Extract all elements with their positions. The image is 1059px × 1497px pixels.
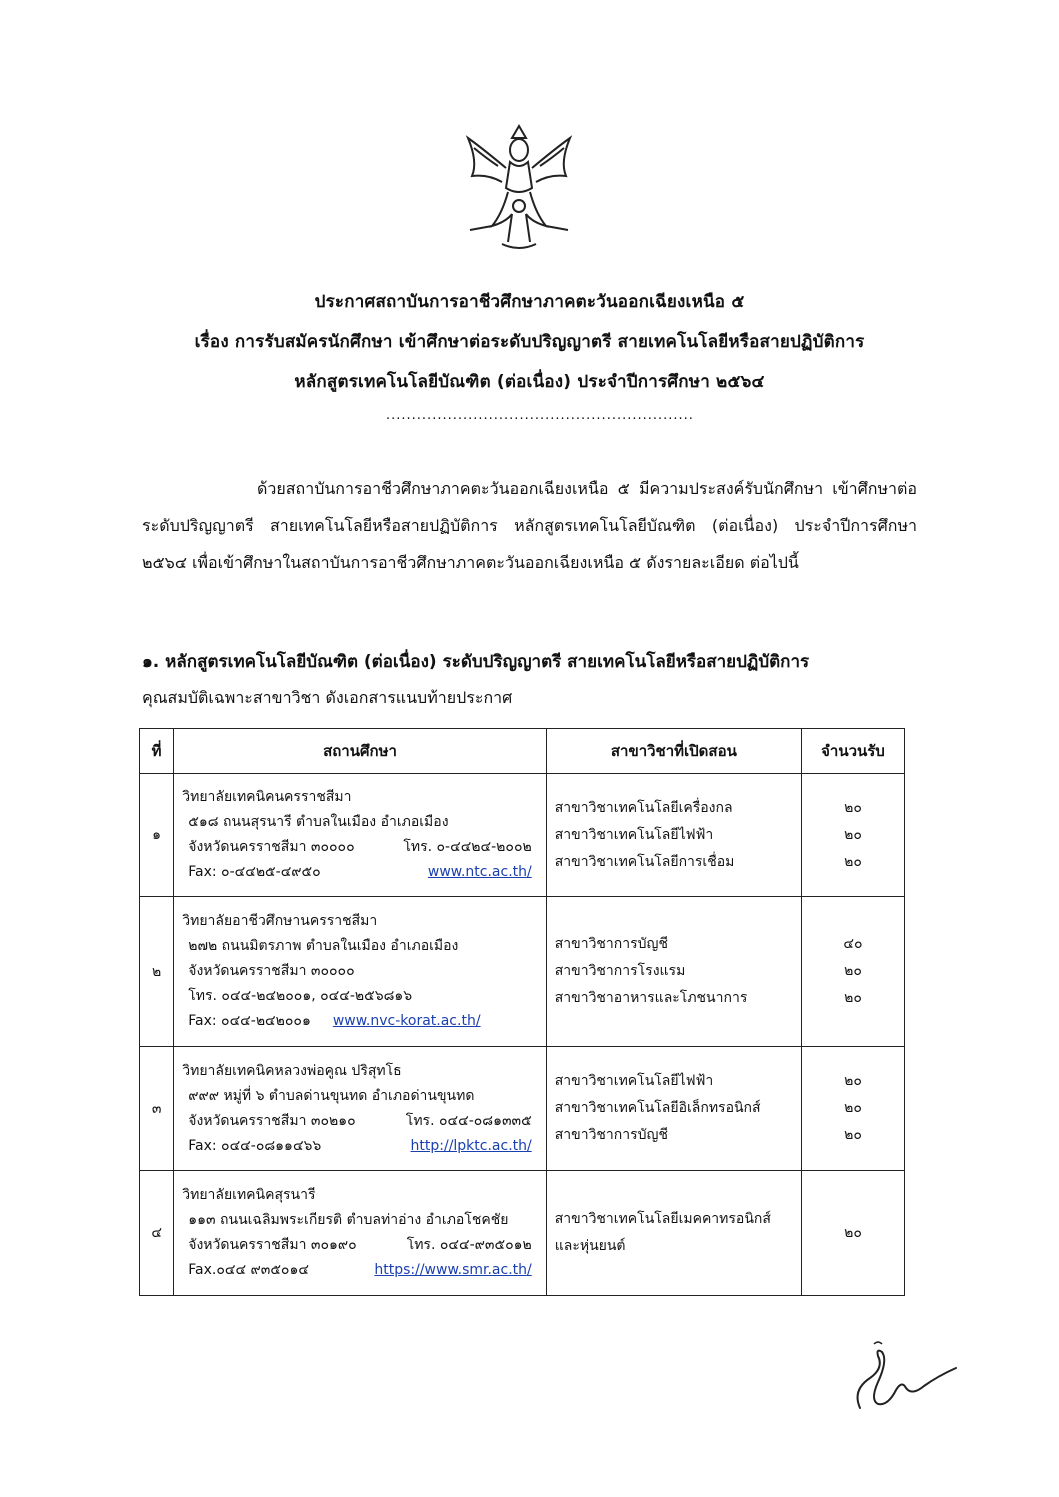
majors-cell: [546, 774, 801, 897]
garuda-emblem-icon: [462, 118, 576, 258]
school-province: จังหวัดนครราชสีมา ๓๐๐๐๐: [188, 963, 355, 979]
section-subtitle: คุณสมบัติเฉพาะสาขาวิชา ดังเอกสารแนบท้ายประกาศ: [142, 688, 513, 707]
header-qty: จำนวนรับ: [801, 729, 904, 774]
qty-item: ๔๐: [843, 936, 863, 952]
intro-text: ด้วยสถาบันการอาชีวศึกษาภาคตะวันออกเฉียงเหนือ ๕ มีความประสงค์รับนักศึกษา เข้าศึกษาต่อระดับปริญญาตรี สายเทคโนโลยีหรือสายปฏิบัติการ หลักสูตรเทคโนโลยีบัณฑิต (ต่อเนื่อง) ประจำปีการศึกษา ๒๕๖๔ เพื่อเข้าศึกษาในสถาบันการอาชีวศึกษาภาคตะวันออกเฉียงเหนือ ๕ ดังรายละเอียด ต่อไปนี้: [142, 479, 917, 572]
major-item: สาขาวิชาเทคโนโลยีการเชื่อม: [554, 853, 735, 870]
school-address: ๕๑๘ ถนนสุรนารี ตำบลในเมือง อำเภอเมือง: [188, 814, 449, 830]
school-address: ๙๙๙ หมู่ที่ ๖ ตำบลด่านขุนทด อำเภอด่านขุนทด: [188, 1087, 475, 1104]
school-cell: [174, 1047, 547, 1171]
school-website-link[interactable]: https://www.smr.ac.th/: [374, 1262, 532, 1278]
qty-item: ๒๐: [844, 990, 862, 1006]
majors-cell: [546, 1047, 801, 1171]
qty-cell: [801, 897, 904, 1047]
qty-item: ๒๐: [844, 853, 862, 870]
major-item: สาขาวิชาการบัญชี: [554, 1127, 668, 1143]
major-item: สาขาวิชาเทคโนโลยีอิเล็กทรอนิกส์: [554, 1100, 761, 1116]
major-item: และหุ่นยนต์: [554, 1238, 626, 1254]
school-province: จังหวัดนครราชสีมา ๓๐๐๐๐: [188, 839, 355, 855]
qty-cell: [801, 1171, 904, 1296]
header-school: สถานศึกษา: [174, 729, 547, 774]
qty-item: ๒๐: [844, 1073, 862, 1089]
school-fax: Fax: ๐๔๔-๐๘๑๑๔๖๖: [188, 1137, 322, 1154]
qty-item: ๒๐: [844, 963, 862, 979]
majors-cell: [546, 1171, 801, 1296]
school-phone: โทร. ๐๔๔-๙๓๕๐๑๒: [406, 1237, 532, 1253]
qty-item: ๒๐: [844, 799, 862, 816]
school-fax: Fax: ๐-๔๔๒๕-๔๙๕๐: [188, 864, 321, 880]
section-title: ๑. หลักสูตรเทคโนโลยีบัณฑิต (ต่อเนื่อง) ระดับปริญญาตรี สายเทคโนโลยีหรือสายปฏิบัติการ: [142, 652, 810, 672]
school-fax: Fax: ๐๔๔-๒๔๒๐๐๑: [188, 1013, 311, 1029]
qty-item: ๒๐: [844, 1127, 862, 1143]
header-no: ที่: [140, 729, 174, 774]
qty-cell: [801, 774, 904, 897]
school-name: วิทยาลัยเทคนิคหลวงพ่อคูณ ปริสุทโธ: [182, 1062, 402, 1079]
major-item: สาขาวิชาเทคโนโลยีเครื่องกล: [554, 799, 733, 816]
school-phone: โทร. ๐๔๔-๒๔๒๐๐๑, ๐๔๔-๒๕๖๘๑๖: [188, 988, 413, 1004]
school-phone: โทร. ๐-๔๔๒๔-๒๐๐๒: [403, 839, 532, 855]
qty-item: ๒๐: [844, 826, 862, 843]
qty-item: ๒๐: [844, 1100, 862, 1116]
announcement-program: หลักสูตรเทคโนโลยีบัณฑิต (ต่อเนื่อง) ประจำปีการศึกษา ๒๕๖๔: [294, 372, 765, 392]
school-fax: Fax.๐๔๔ ๙๓๕๐๑๔: [188, 1262, 309, 1278]
major-item: สาขาวิชาเทคโนโลยีไฟฟ้า: [554, 826, 714, 843]
intro-paragraph: [142, 470, 917, 581]
header-major: สาขาวิชาที่เปิดสอน: [546, 729, 801, 774]
school-name: วิทยาลัยเทคนิคสุรนารี: [182, 1187, 316, 1203]
school-province: จังหวัดนครราชสีมา ๓๐๑๙๐: [188, 1237, 357, 1253]
major-item: สาขาวิชาการโรงแรม: [554, 963, 686, 979]
school-cell: [174, 1171, 547, 1296]
row-no: ๒: [140, 897, 174, 1047]
row-no: ๑: [140, 774, 174, 897]
qty-cell: [801, 1047, 904, 1171]
school-cell: [174, 897, 547, 1047]
major-item: สาขาวิชาอาหารและโภชนาการ: [554, 990, 748, 1006]
qty-item: ๒๐: [844, 1224, 862, 1241]
table-row: [140, 1047, 905, 1171]
admission-table: [139, 728, 905, 1296]
separator-line: ............................................................: [386, 408, 694, 423]
signature-icon: [848, 1338, 963, 1418]
school-website-link[interactable]: http://lpktc.ac.th/: [410, 1137, 532, 1154]
table-header-row: [140, 729, 905, 774]
table-row: [140, 897, 905, 1047]
table-row: [140, 774, 905, 897]
row-no: ๔: [140, 1171, 174, 1296]
school-address: ๒๗๒ ถนนมิตรภาพ ตำบลในเมือง อำเภอเมือง: [188, 938, 459, 954]
school-address: ๑๑๓ ถนนเฉลิมพระเกียรติ ตำบลท่าอ่าง อำเภอโชคชัย: [188, 1212, 509, 1228]
major-item: สาขาวิชาเทคโนโลยีไฟฟ้า: [554, 1073, 714, 1089]
school-province: จังหวัดนครราชสีมา ๓๐๒๑๐: [188, 1112, 356, 1129]
announcement-title: ประกาศสถาบันการอาชีวศึกษาภาคตะวันออกเฉียงเหนือ ๕: [314, 292, 745, 312]
school-name: วิทยาลัยเทคนิคนครราชสีมา: [182, 789, 352, 805]
announcement-subject: เรื่อง การรับสมัครนักศึกษา เข้าศึกษาต่อระดับปริญญาตรี สายเทคโนโลยีหรือสายปฏิบัติการ: [194, 332, 865, 352]
major-item: สาขาวิชาเทคโนโลยีเมคคาทรอนิกส์: [554, 1211, 771, 1227]
row-no: ๓: [140, 1047, 174, 1171]
school-name: วิทยาลัยอาชีวศึกษานครราชสีมา: [182, 913, 378, 929]
table-row: [140, 1171, 905, 1296]
school-website-link[interactable]: www.nvc-korat.ac.th/: [332, 1013, 481, 1029]
school-phone: โทร. ๐๔๔-๐๘๑๓๓๕: [405, 1112, 532, 1129]
school-website-link[interactable]: www.ntc.ac.th/: [427, 864, 532, 880]
majors-cell: [546, 897, 801, 1047]
major-item: สาขาวิชาการบัญชี: [554, 936, 668, 952]
school-cell: [174, 774, 547, 897]
